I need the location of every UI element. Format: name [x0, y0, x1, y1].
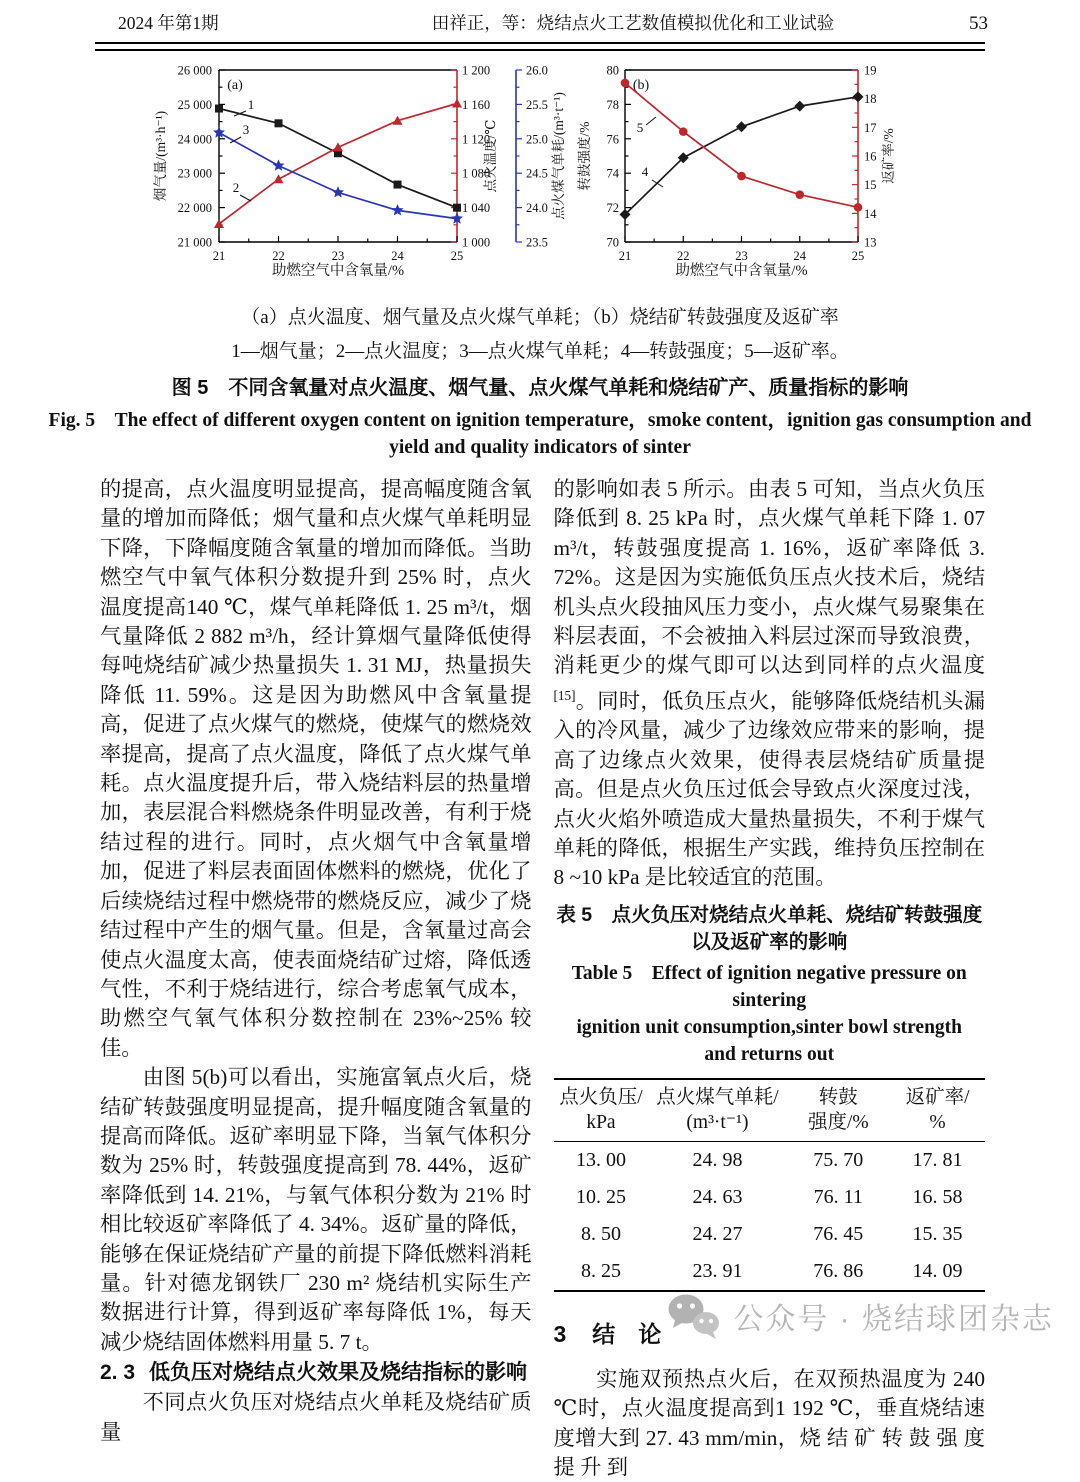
svg-text:23: 23 [331, 249, 345, 263]
page-number: 53 [969, 13, 988, 34]
table-cell: 23. 91 [692, 1259, 743, 1282]
table5-col-header: 点火负压/ kPa [554, 1079, 649, 1142]
table5-col-header: 点火煤气单耗/ (m³·t⁻¹) [648, 1079, 786, 1142]
table-cell: 10. 25 [575, 1185, 626, 1208]
table-row [554, 1216, 986, 1253]
svg-text:23.5: 23.5 [526, 235, 548, 250]
svg-text:14: 14 [864, 206, 877, 221]
table5-caption-en-line2: ignition unit consumption,sinter bowl strength [576, 1016, 963, 1038]
svg-text:78: 78 [606, 97, 619, 112]
figure5-subcaption: （a）点火温度、烟气量及点火煤气单耗；（b）烧结矿转鼓强度及返矿率 [241, 307, 839, 328]
table5 [554, 1078, 986, 1292]
section-number: 2. 3 [100, 1361, 136, 1385]
figure5-caption-zh: 图 5 不同含氧量对点火温度、烟气量、点火煤气单耗和烧结矿产、质量指标的影响 [171, 377, 909, 399]
svg-text:26 000: 26 000 [177, 63, 212, 78]
svg-text:17: 17 [864, 120, 877, 135]
figure5-caption-en-line2: yield and quality indicators of sinter [389, 437, 691, 458]
svg-text:24: 24 [793, 249, 806, 263]
svg-text:转鼓强度/%: 转鼓强度/% [577, 121, 592, 191]
svg-text:22: 22 [272, 249, 285, 263]
paragraph: 的提高，点火温度明显提高，提高幅度随含氧量的增加而降低；烟气量和点火煤气单耗明显下降，下降幅度随含氧量的增加而降低。当助燃空气中氧气体积分数提升到 25% 时，点火温度提高140 ℃，煤气单耗降低 1. 25 m³/t，烟气量降低 2 882 m³/h，经计算烟气量降低使得每吨烧结矿减少热量损失 1. 31 MJ，热量损失降低 11. 59%。这是因为助燃风中含氧量提高，促进了点火煤气的燃烧，使煤气的燃烧效率提高，提高了点火温度，降低了点火煤气单耗。点火温度提升后，带入烧结料层的热量增加，表层混合料燃烧条件明显改善，有利于烧结过程的进行。同时，点火烟气中含氧量增加，促进了料层表面固体燃料的燃烧，优化了后续烧结过程中燃烧带的燃烧反应，减少了烧结过程中产生的烟气量。但是，含氧量过高会使点火温度太高，使表面烧结矿过熔，降低透气性，不利于烧结进行，综合考虑氧气成本，助燃空气氧气体积分数控制在 23%~25% 较佳。 [100, 477, 532, 1060]
table-cell: 17. 81 [912, 1148, 963, 1171]
svg-text:(a): (a) [227, 78, 243, 93]
table-cell: 75. 70 [813, 1148, 864, 1171]
paragraph [554, 475, 986, 893]
svg-text:2: 2 [232, 180, 240, 195]
svg-text:返矿率/%: 返矿率/% [881, 128, 896, 184]
paragraph: 实施双预热点火后，在双预热温度为 240 ℃时，点火温度提高到1 192 ℃，垂直烧结速度增大到 27. 43 mm/min，烧 结 矿 转 鼓 强 度 提 升 到 [553, 1366, 985, 1479]
table5-caption-en-line3: and returns out [704, 1043, 835, 1065]
svg-text:74: 74 [606, 166, 619, 181]
table5-header [554, 1079, 986, 1142]
svg-text:4: 4 [641, 164, 649, 179]
wechat-icon [665, 1292, 721, 1340]
section-title: 结 论 [592, 1320, 662, 1347]
running-title: 田祥正，等：烧结点火工艺数值模拟优化和工业试验 [431, 13, 835, 33]
svg-text:点火煤气单耗/(m³·t⁻¹): 点火煤气单耗/(m³·t⁻¹) [551, 92, 566, 220]
svg-text:点火温度/℃: 点火温度/℃ [483, 119, 498, 193]
figure5-legend: 1—烟气量；2—点火温度；3—点火煤气单耗；4—转鼓强度；5—返矿率。 [231, 341, 849, 362]
svg-text:25 000: 25 000 [177, 97, 212, 112]
svg-text:24.0: 24.0 [526, 201, 548, 216]
table5-body [554, 1141, 986, 1291]
table5-caption-en-line1: Table 5 Effect of ignition negative pressure on sintering [571, 962, 967, 1011]
chart-panel-b [575, 61, 915, 296]
journal-issue: 2024 年第1期 [118, 13, 219, 33]
table5-col-header: 返矿率/ % [890, 1079, 985, 1142]
table-cell: 14. 09 [912, 1259, 963, 1282]
section-heading-2-3 [100, 1358, 532, 1388]
paragraph-text: 。同时，低负压点火，能够降低烧结机头漏入的冷风量，减少了边缘效应带来的影响，提高了边缘点火效果，使得表层烧结矿质量提高。但是点火负压过低会导致点火深度过浅，点火火焰外喷造成大量热量损失，不利于煤气单耗的降低，根据生产实践，维持负压控制在 8 ~10 kPa 是比较适宜的范围。 [553, 688, 985, 890]
svg-text:15: 15 [864, 178, 877, 193]
paragraph-text: 的影响如表 5 所示。由表 5 可知，当点火负压降低到 8. 25 kPa 时，点火煤气单耗下降 1. 07 m³/t，转鼓强度提高 1. 16%，返矿率降低 3. 72%。这是因为实施低负压点火技术后，烧结机头点火段抽风压力变小，点火煤气易聚集在料层表面，不会被抽入料层过深而导致浪费，消耗更少的煤气即可以达到同样的点火温度 [553, 477, 985, 678]
svg-text:1 040: 1 040 [462, 201, 491, 216]
table-row [554, 1253, 986, 1291]
svg-text:1 120: 1 120 [462, 132, 491, 147]
table-cell: 8. 25 [580, 1259, 621, 1282]
table-cell: 8. 50 [580, 1222, 621, 1245]
table-cell: 13. 00 [575, 1148, 626, 1171]
svg-text:21: 21 [618, 249, 632, 263]
svg-text:1 200: 1 200 [462, 63, 491, 78]
table-cell: 24. 63 [692, 1185, 743, 1208]
figure5-caption-en [0, 407, 1080, 461]
svg-text:19: 19 [864, 63, 877, 78]
svg-text:22 000: 22 000 [177, 201, 212, 216]
table5-col-header: 转鼓 强度/% [787, 1079, 891, 1142]
figure5 [95, 61, 985, 296]
table-cell: 76. 11 [813, 1185, 863, 1208]
svg-text:22: 22 [677, 249, 690, 263]
svg-text:16: 16 [864, 149, 877, 164]
table-cell: 24. 27 [692, 1222, 743, 1245]
table5-caption-zh [554, 902, 986, 956]
figure5-caption-en-line1: Fig. 5 The effect of different oxygen content on ignition temperature，smoke content，ignition gas consumption and [48, 410, 1032, 431]
table-cell: 76. 45 [813, 1222, 864, 1245]
svg-text:76: 76 [606, 132, 619, 147]
svg-text:1: 1 [247, 97, 255, 112]
svg-text:(b): (b) [632, 78, 650, 93]
svg-text:26.0: 26.0 [526, 63, 548, 78]
table-cell: 76. 86 [813, 1259, 864, 1282]
svg-text:25.0: 25.0 [526, 132, 548, 147]
svg-text:13: 13 [864, 235, 877, 250]
table5-caption-en [554, 960, 986, 1068]
svg-text:25: 25 [450, 249, 464, 263]
table-row [554, 1141, 986, 1179]
header-rule [95, 42, 985, 51]
svg-text:23: 23 [735, 249, 748, 263]
svg-text:助燃空气中含氧量/%: 助燃空气中含氧量/% [271, 263, 405, 279]
paragraph: 不同点火负压对烧结点火单耗及烧结矿质量 [100, 1390, 532, 1444]
svg-text:25.5: 25.5 [526, 97, 548, 112]
svg-text:23 000: 23 000 [177, 166, 212, 181]
svg-text:5: 5 [636, 120, 644, 135]
svg-text:21: 21 [212, 249, 226, 263]
table5-caption-zh-line1: 表 5 点火负压对烧结点火单耗、烧结矿转鼓强度 [556, 903, 983, 926]
chart-panel-a [95, 61, 575, 296]
svg-text:1 000: 1 000 [462, 235, 491, 250]
svg-text:70: 70 [606, 235, 619, 250]
page-header [0, 0, 1080, 35]
svg-text:18: 18 [864, 92, 877, 107]
svg-text:烟气量/(m³·h⁻¹): 烟气量/(m³·h⁻¹) [153, 110, 168, 202]
svg-text:21 000: 21 000 [177, 235, 212, 250]
paragraph: 由图 5(b)可以看出，实施富氧点火后，烧结矿转鼓强度明显提高，提升幅度随含氧量的提高而降低。返矿率明显下降，当氧气体积分数为 25% 时，转鼓强度提高到 78. 44%，返矿率降低到 14. 21%，与氧气体积分数为 21% 时相比较返矿率降低了 4. 34%。返矿量的降低，能够在保证烧结矿产量的前提下降低燃料消耗量。针对德龙钢铁厂 230 m² 烧结机实际生产数据进行计算，得到返矿率每降低 1%，每天减少烧结固体燃料用量 5. 7 t。 [100, 1065, 532, 1354]
table-cell: 15. 35 [912, 1222, 963, 1245]
left-column [100, 475, 532, 1482]
svg-text:24.5: 24.5 [526, 166, 548, 181]
table-row [554, 1179, 986, 1216]
svg-text:80: 80 [606, 63, 619, 78]
svg-text:1 160: 1 160 [462, 97, 491, 112]
watermark-text: 公众号 · 烧结球团杂志 [733, 1303, 1054, 1336]
svg-text:1 080: 1 080 [462, 166, 491, 181]
table5-caption-zh-line2: 以及返矿率的影响 [691, 930, 848, 953]
svg-text:3: 3 [242, 122, 250, 137]
table-cell: 16. 58 [912, 1185, 963, 1208]
svg-text:24 000: 24 000 [177, 132, 212, 147]
svg-text:72: 72 [606, 201, 619, 216]
svg-text:25: 25 [851, 249, 865, 263]
section-number: 3 [553, 1320, 567, 1347]
svg-text:24: 24 [391, 249, 404, 263]
section-title: 低负压对烧结点火效果及烧结指标的影响 [149, 1361, 528, 1385]
svg-text:助燃空气中含氧量/%: 助燃空气中含氧量/% [675, 263, 808, 279]
table-cell: 24. 98 [692, 1148, 743, 1171]
watermark [665, 1292, 1054, 1340]
citation-ref: [15] [553, 687, 576, 703]
